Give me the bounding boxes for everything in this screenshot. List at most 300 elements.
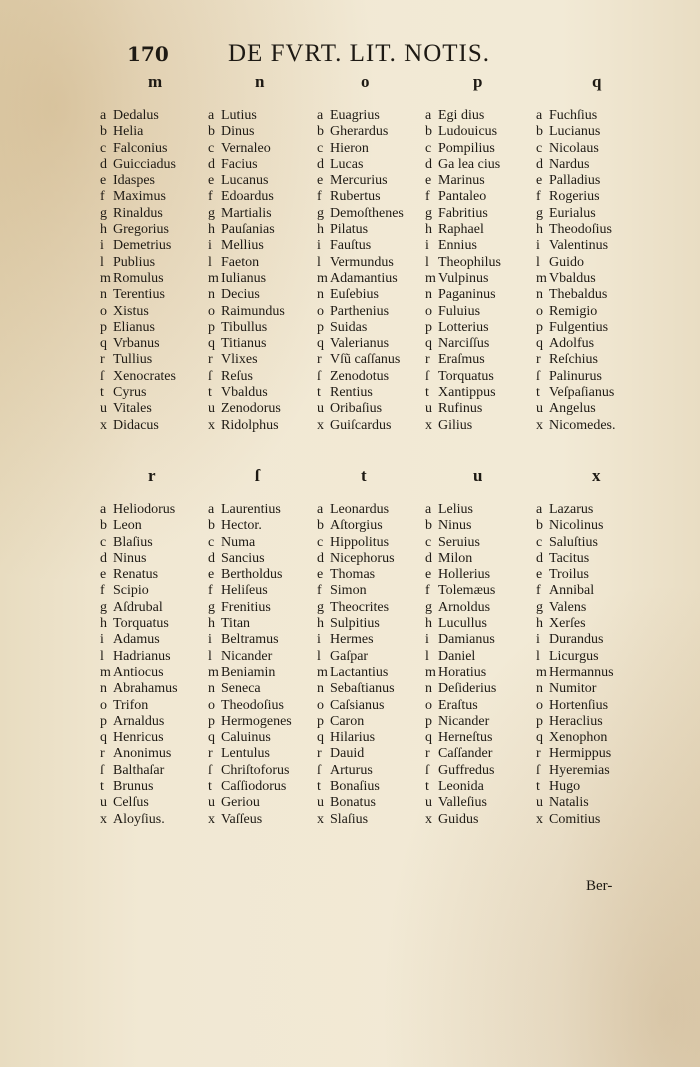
entry-letter: n [425,287,432,303]
entry-name: Ninus [438,518,472,534]
entry-name: Celſus [113,795,149,811]
list-item [536,616,646,632]
entry-name: Vitales [113,401,152,417]
entry-name: Theodoſius [221,697,284,713]
entry-name: Sancius [221,550,265,566]
entry-letter: c [536,140,543,156]
name-column [425,108,535,434]
entry-letter: b [100,124,107,140]
entry-name: Zenodorus [221,401,281,417]
cipher-table-bottom [100,466,660,827]
entry-letter: t [100,779,104,795]
list-item [536,763,646,779]
entry-name: Chriſtoforus [221,762,290,778]
list-item [208,173,318,189]
entry-name: Hyeremias [549,762,610,778]
entry-letter: t [208,779,212,795]
list-item [100,222,210,238]
entry-letter: n [100,287,107,303]
entry-letter: i [536,632,540,648]
entry-letter: r [317,746,322,762]
entry-letter: n [536,287,543,303]
list-item [425,157,535,173]
entry-letter: o [100,697,107,713]
entry-letter: d [536,156,543,172]
entry-letter: f [425,583,430,599]
entry-name: Henricus [113,730,164,746]
entry-letter: u [208,795,215,811]
entry-name: Aloyſius. [113,811,165,827]
entry-name: Euagrius [330,108,380,123]
list-item [317,189,427,205]
list-item [425,616,535,632]
list-item [536,698,646,714]
entry-letter: q [100,336,107,352]
entry-name: Palinurus [549,368,602,384]
list-item [425,730,535,746]
entry-name: Iulianus [221,270,267,286]
list-item [208,157,318,173]
entry-name: Valens [549,599,587,615]
list-item [425,369,535,385]
entry-letter: u [425,795,432,811]
entry-letter: a [317,108,324,123]
list-item [208,108,318,124]
list-item [317,812,427,828]
list-item [208,632,318,648]
list-item [100,632,210,648]
list-item [208,271,318,287]
entry-letter: q [317,730,324,746]
entry-letter: h [536,616,543,632]
list-item [536,714,646,730]
list-item [208,320,318,336]
list-item [317,714,427,730]
entry-name: Blaſius [113,534,153,550]
entry-letter: p [208,319,215,335]
list-item [536,551,646,567]
entry-letter: l [536,254,540,270]
list-item [208,206,318,222]
list-item [208,222,318,238]
entry-letter: q [208,336,215,352]
entry-name: Vſũ caſſanus [330,352,401,368]
entry-letter: i [208,238,212,254]
entry-letter: u [536,795,543,811]
entry-letter: t [536,385,540,401]
list-item [208,567,318,583]
list-item [317,649,427,665]
list-item [536,665,646,681]
list-item [536,336,646,352]
entry-letter: m [536,664,547,680]
list-item [425,304,535,320]
entry-name: Rinaldus [113,205,163,221]
entry-name: Nicomedes. [549,417,616,433]
entry-letter: x [536,417,543,433]
entry-name: Vernaleo [221,140,271,156]
entry-letter: a [208,108,215,123]
entry-name: Fulgentius [549,319,609,335]
entry-name: Lutius [221,108,257,123]
entry-letter: u [208,401,215,417]
entry-letter: f [100,583,105,599]
entry-letter: o [208,697,215,713]
entry-name: Vbaldus [221,385,268,401]
column-heading: ſ [255,466,260,485]
entry-letter: c [317,534,324,550]
entry-name: Suidas [330,319,368,335]
entry-name: Torquatus [113,616,169,632]
entry-letter: x [425,811,432,827]
list-item [208,812,318,828]
entry-name: Eraſtus [438,697,478,713]
list-item [100,271,210,287]
list-item [317,287,427,303]
entry-letter: b [317,124,324,140]
entry-letter: u [425,401,432,417]
list-item [100,649,210,665]
entry-letter: h [208,222,215,238]
list-item [317,173,427,189]
entry-name: Didacus [113,417,159,433]
entry-name: Scipio [113,583,149,599]
list-item [425,649,535,665]
entry-letter: b [208,124,215,140]
entry-letter: r [425,352,430,368]
entry-name: Nicander [438,713,490,729]
entry-letter: f [536,583,541,599]
entry-letter: e [536,173,543,189]
entry-name: Lazarus [549,502,594,517]
entry-name: Decius [221,287,260,303]
entry-name: Saluſtius [549,534,599,550]
entry-letter: p [317,319,324,335]
entry-name: Fauſtus [330,238,372,254]
entry-letter: ſ [317,368,321,384]
list-item [208,369,318,385]
entry-name: Vulpinus [438,270,489,286]
entry-name: Durandus [549,632,604,648]
column-heading: q [592,72,602,91]
entry-letter: p [536,713,543,729]
entry-letter: x [208,417,215,433]
entry-name: Vaſſeus [221,811,263,827]
entry-name: Gaſpar [330,648,369,664]
list-item [208,730,318,746]
entry-name: Guicciadus [113,156,176,172]
entry-name: Ludouicus [438,124,498,140]
entry-letter: f [425,189,430,205]
entry-name: Reſus [221,368,253,384]
entry-name: Oribaſius [330,401,383,417]
entry-letter: l [425,254,429,270]
entry-letter: m [100,270,111,286]
entry-letter: q [425,336,432,352]
list-item [425,238,535,254]
entry-letter: d [100,156,107,172]
entry-name: Adamantius [330,270,398,286]
entry-letter: h [425,616,432,632]
list-item [536,157,646,173]
entry-letter: q [425,730,432,746]
list-item [425,222,535,238]
entry-letter: b [317,518,324,534]
list-item [536,649,646,665]
entry-name: Hugo [549,779,581,795]
entry-letter: e [208,173,215,189]
list-item [425,502,535,518]
entry-letter: e [425,173,432,189]
entry-name: Comitius [549,811,601,827]
entry-letter: t [100,385,104,401]
entry-letter: g [208,599,215,615]
entry-name: Martialis [221,205,272,221]
entry-name: Reſchius [549,352,598,368]
list-item [536,271,646,287]
entry-letter: a [208,502,215,517]
list-item [425,698,535,714]
entry-letter: q [536,336,543,352]
entry-name: Licurgus [549,648,599,664]
list-item [100,502,210,518]
list-item [425,763,535,779]
entry-name: Demoſthenes [330,205,404,221]
list-item [100,320,210,336]
list-item [208,352,318,368]
list-item [425,583,535,599]
entry-name: Titianus [221,336,267,352]
entry-letter: d [100,550,107,566]
entry-name: Lucanus [221,173,269,189]
entry-name: Dinus [221,124,255,140]
list-item [536,320,646,336]
entry-name: Guffredus [438,762,495,778]
entry-letter: q [208,730,215,746]
entry-name: Damianus [438,632,495,648]
list-item [425,812,535,828]
entry-letter: f [317,189,322,205]
list-item [208,616,318,632]
list-item [317,746,427,762]
entry-letter: m [208,270,219,286]
entry-name: Guido [549,254,584,270]
entry-letter: ſ [536,368,540,384]
entry-letter: e [100,173,107,189]
entry-name: Lucianus [549,124,601,140]
entry-letter: b [536,124,543,140]
entry-name: Herneſtus [438,730,493,746]
entry-name: Raphael [438,222,484,238]
entry-letter: t [208,385,212,401]
entry-letter: d [425,156,432,172]
entry-letter: e [317,173,324,189]
entry-letter: i [100,632,104,648]
entry-name: Aſtorgius [330,518,383,534]
entry-name: Hermes [330,632,374,648]
list-item [317,124,427,140]
entry-letter: m [317,270,328,286]
name-column [536,502,646,828]
entry-name: Caſsianus [330,697,385,713]
list-item [425,518,535,534]
entry-name: Aſdrubal [113,599,163,615]
entry-letter: p [425,319,432,335]
entry-name: Romulus [113,270,164,286]
entry-letter: h [317,616,324,632]
entry-letter: c [100,140,107,156]
entry-name: Bonaſius [330,779,380,795]
entry-name: Xistus [113,303,149,319]
entry-letter: n [208,681,215,697]
list-item [100,401,210,417]
list-item [425,352,535,368]
entry-letter: u [100,401,107,417]
entry-letter: g [100,599,107,615]
entry-name: Rufinus [438,401,483,417]
entry-name: Lelius [438,502,473,517]
entry-name: Deſiderius [438,681,497,697]
entry-letter: m [100,664,111,680]
list-item [100,189,210,205]
entry-name: Terentius [113,287,165,303]
entry-name: Geriou [221,795,260,811]
entry-letter: m [425,270,436,286]
entry-letter: l [100,254,104,270]
name-column [317,108,427,434]
entry-name: Narciſſus [438,336,490,352]
list-item [536,238,646,254]
list-item [208,746,318,762]
list-item [425,271,535,287]
entry-letter: g [208,205,215,221]
cipher-table-top [100,72,660,433]
entry-name: Paganinus [438,287,496,303]
list-item [208,649,318,665]
list-item [100,567,210,583]
entry-name: Rentius [330,385,373,401]
entry-name: Adamus [113,632,160,648]
entry-name: Sebaſtianus [330,681,395,697]
entry-letter: i [425,632,429,648]
entry-name: Slaſius [330,811,369,827]
entry-letter: r [208,352,213,368]
list-item [536,304,646,320]
list-item [100,795,210,811]
entry-letter: l [100,648,104,664]
entry-letter: x [208,811,215,827]
column-heading: n [255,72,265,91]
entry-name: Arturus [330,762,373,778]
list-item [100,730,210,746]
entry-name: Seruius [438,534,480,550]
entry-name: Hector. [221,518,262,534]
entry-letter: ſ [100,762,104,778]
entry-letter: h [100,222,107,238]
list-item [425,206,535,222]
entry-letter: h [100,616,107,632]
entry-letter: m [317,664,328,680]
entry-name: Vermundus [330,254,394,270]
entry-name: Valleſius [438,795,487,811]
entry-name: Laurentius [221,502,281,517]
entry-letter: u [100,795,107,811]
list-item [100,157,210,173]
entry-letter: ſ [536,762,540,778]
list-item [208,336,318,352]
entry-name: Egi dius [438,108,485,123]
entry-name: Seneca [221,681,261,697]
entry-letter: d [425,550,432,566]
list-item [425,535,535,551]
list-item [317,616,427,632]
list-item [100,518,210,534]
list-item [100,812,210,828]
list-item [317,681,427,697]
entry-name: Maximus [113,189,166,205]
entry-name: Horatius [438,664,487,680]
entry-name: Trifon [113,697,149,713]
entry-letter: n [100,681,107,697]
entry-name: Vbaldus [549,270,596,286]
entry-letter: t [425,779,429,795]
entry-letter: d [208,156,215,172]
list-item [536,567,646,583]
entry-name: Lentulus [221,746,270,762]
list-item [536,206,646,222]
entry-name: Falconius [113,140,168,156]
entry-letter: r [100,352,105,368]
entry-name: Frenitius [221,599,271,615]
entry-letter: a [100,108,107,123]
list-item [425,632,535,648]
entry-letter: b [536,518,543,534]
entry-letter: h [425,222,432,238]
entry-letter: b [425,518,432,534]
list-item [208,795,318,811]
entry-name: Angelus [549,401,596,417]
entry-letter: o [317,697,324,713]
entry-name: Facius [221,156,258,172]
list-item [317,418,427,434]
entry-name: Fuluius [438,303,481,319]
column-headings [100,466,660,502]
list-item [208,665,318,681]
list-item [425,385,535,401]
entry-letter: g [536,599,543,615]
list-item [208,600,318,616]
list-item [317,567,427,583]
entry-name: Caron [330,713,365,729]
list-item [208,681,318,697]
entry-letter: n [317,681,324,697]
list-item [317,779,427,795]
entry-name: Theophilus [438,254,501,270]
list-item [100,141,210,157]
list-item [100,535,210,551]
entry-letter: q [100,730,107,746]
entry-name: Publius [113,254,156,270]
list-item [317,157,427,173]
entry-letter: g [100,205,107,221]
page-number: 170 [127,42,169,66]
entry-name: Tolemæus [438,583,496,599]
entry-name: Anonimus [113,746,172,762]
list-item [536,600,646,616]
entry-letter: x [425,417,432,433]
entry-name: Valentinus [549,238,609,254]
column-heading: r [148,466,156,485]
